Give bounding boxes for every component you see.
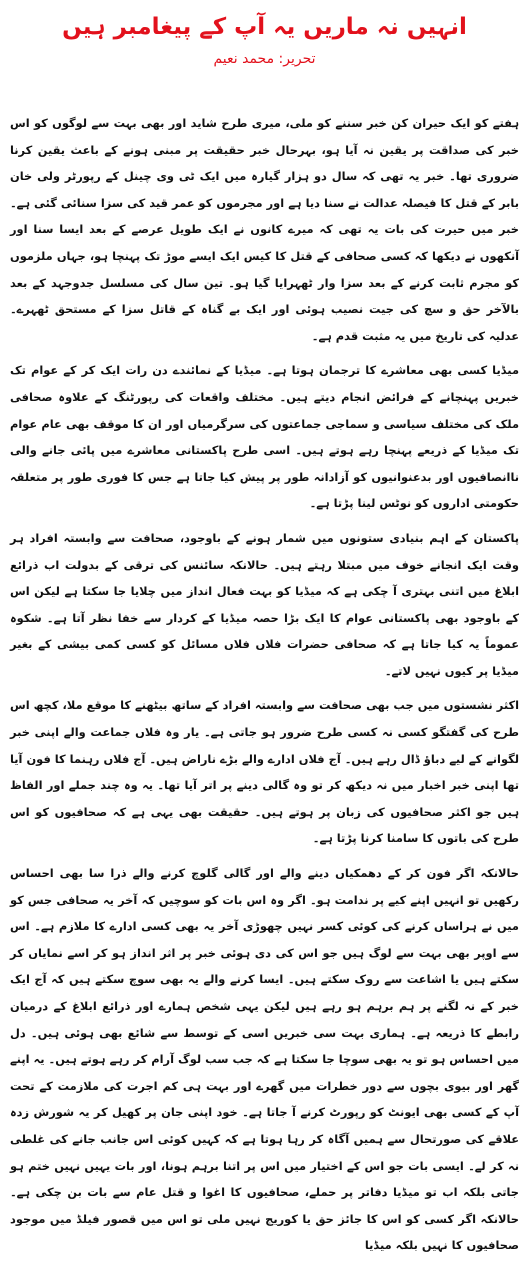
article-paragraph: میڈیا کسی بھی معاشرے کا ترجمان ہوتا ہے۔ میڈیا کے نمائندے دن رات ایک کر کے عوام تک خبریں پہنچانے کے فرائض انجام دیتے ہیں۔ مختلف واقعات کی رپورٹنگ کے علاوہ صحافی ملک کی مختلف سیاسی و سماجی جماعتوں کی سرگرمیاں اور ان کا موقف بھی عام عوام تک میڈیا کے ذریعے پہنچا رہے ہوتے ہیں۔ اسی طرح پاکستانی معاشرے میں پائی جانے والی ناانصافیوں اور بدعنوانیوں کو آزادانہ طور پر پیش کیا جاتا ہے جس کا فوری طور پر متعلقہ حکومتی اداروں کو نوٹس لینا پڑتا ہے۔ [10,363,519,511]
article-page [0,12,529,1270]
article-paragraph: پاکستان کے اہم بنیادی ستونوں میں شمار ہونے کے باوجود، صحافت سے وابستہ افراد ہر وقت ایک انجانے خوف میں مبتلا رہتے ہیں۔ حالانکہ سائنس کی ترقی کے بدولت اب ذرائع ابلاغ میں اتنی بہتری آ چکی ہے کہ میڈیا کو بہت فعال انداز میں چلایا جا سکتا ہے لیکن اس کے باوجود بھی پاکستانی عوام کا ایک بڑا حصہ میڈیا کے کردار سے خفا نظر آتا ہے۔ شکوہ عموماً یہ کیا جاتا ہے کہ صحافی حضرات فلاں فلاں مسائل کو کسی کمی بیشی کے بغیر میڈیا پر کیوں نہیں لاتے۔ [10,530,519,678]
article-byline: تحریر: محمد نعیم [213,51,316,67]
article-paragraph: ہفتے کو ایک حیران کن خبر سننے کو ملی، میری طرح شاید اور بھی بہت سے لوگوں کو اس خبر کی صداقت پر یقین نہ آیا ہو، بہرحال خبر حقیقت پر مبنی ہونے کے باعث یقین کرنا ضروری تھا۔ خبر یہ تھی کہ سال دو ہزار گیارہ میں ایک ٹی وی چینل کے رپورٹر ولی خان بابر کے قتل کا فیصلہ عدالت نے سنا دیا ہے اور مجرموں کو عمر قید کی سزا سنائی گئی ہے۔ خبر میں حیرت کی بات یہ تھی کہ میرے کانوں نے ایک طویل عرصے کے بعد ایسا سنا اور آنکھوں نے دیکھا کہ کسی صحافی کے قتل کا کیس ایک ایسے موڑ تک پہنچا ہو، جہاں ملزموں کو مجرم ثابت کرنے کے بعد سزا وار ٹھہرایا گیا ہو۔ تین سال کی مسلسل جدوجہد کے بعد بالآخر حق و سچ کی جیت نصیب ہوئی اور ایک بے گناہ کے قاتل سزا کے مستحق ٹھہرے۔ عدلیہ کی تاریخ میں یہ مثبت قدم ہے۔ [10,116,519,343]
article-paragraph: اکثر نشستوں میں جب بھی صحافت سے وابستہ افراد کے ساتھ بیٹھنے کا موقع ملا، کچھ اس طرح کی گفتگو کسی نہ کسی طرح ضرور ہو جاتی ہے۔ یار وہ فلاں جماعت والے اپنی خبر لگوانے کے لیے دباؤ ڈال رہے ہیں۔ آج فلاں ادارے والے بڑے ناراض ہیں۔ آج فلاں رہنما کا فون آیا تھا اپنی خبر اخبار میں نہ دیکھ کر تو وہ گالی دینے پر اتر آیا تھا۔ یہ وہ چند جملے اور الفاظ ہیں جو اکثر صحافیوں کی زبان پر ہوتے ہیں۔ حقیقت بھی یہی ہے کہ صحافیوں کو اس طرح کی باتوں کا سامنا کرنا پڑتا ہے۔ [10,698,519,846]
article-paragraph: حالانکہ اگر فون کر کے دھمکیاں دینے والے اور گالی گلوچ کرنے والے ذرا سا بھی احساس رکھیں تو انہیں اپنے کیے پر ندامت ہو۔ اگر وہ اس بات کو سوچیں کہ آخر یہ صحافی جس کو میں نے ہراساں کرنے کی کوئی کسر نہیں چھوڑی آخر یہ بھی کسی ادارے کا ملازم ہے۔ اس سے اوپر بھی بہت سے لوگ ہیں جو اس کی دی ہوئی خبر پر اثر انداز ہو کر اسے نمایاں کر سکتے ہیں یا اشاعت سے روک سکتے ہیں۔ ایسا کرنے والے یہ بھی سوچ سکتے ہیں کہ آج ایک خبر کے نہ لگنے پر ہم برہم ہو رہے ہیں لیکن یہی شخص ہمارے اور ذرائع ابلاغ کے درمیان رابطے کا ذریعہ ہے۔ ہماری بہت سی خبریں اسی کے توسط سے شائع بھی ہوئی ہیں۔ دل میں احساس ہو تو یہ بھی سوچا جا سکتا ہے کہ جب سب لوگ آرام کر رہے ہوتے ہیں۔ یہ اپنے گھر اور بیوی بچوں سے دور خطرات میں گھرے اور بہت ہی کم اجرت کی ملازمت کے تحت آپ کے کسی بھی ایونٹ کو رپورٹ کرنے آ جاتا ہے۔ خود اپنی جان پر کھیل کر یہ شورش زدہ علاقے کی صورتحال سے ہمیں آگاہ کر رہا ہوتا ہے کہ کہیں کوئی اس جانب جانے کی غلطی نہ کر لے۔ ایسی بات جو اس کے اختیار میں اس پر اتنا برہم ہونا، اور بات یہیں نہیں ختم ہو جاتی بلکہ اب تو میڈیا دفاتر پر حملے، صحافیوں کا اغوا و قتل عام سے بات بن چکی ہے۔ حالانکہ اگر کسی کو اس کا جائز حق یا کوریج نہیں ملی تو اس میں قصور فیلڈ میں موجود صحافیوں کا نہیں بلکہ میڈیا [10,866,519,1253]
article-body [10,110,519,1259]
article-title: انہیں نہ ماریں یہ آپ کے پیغامبر ہیں [62,14,467,40]
